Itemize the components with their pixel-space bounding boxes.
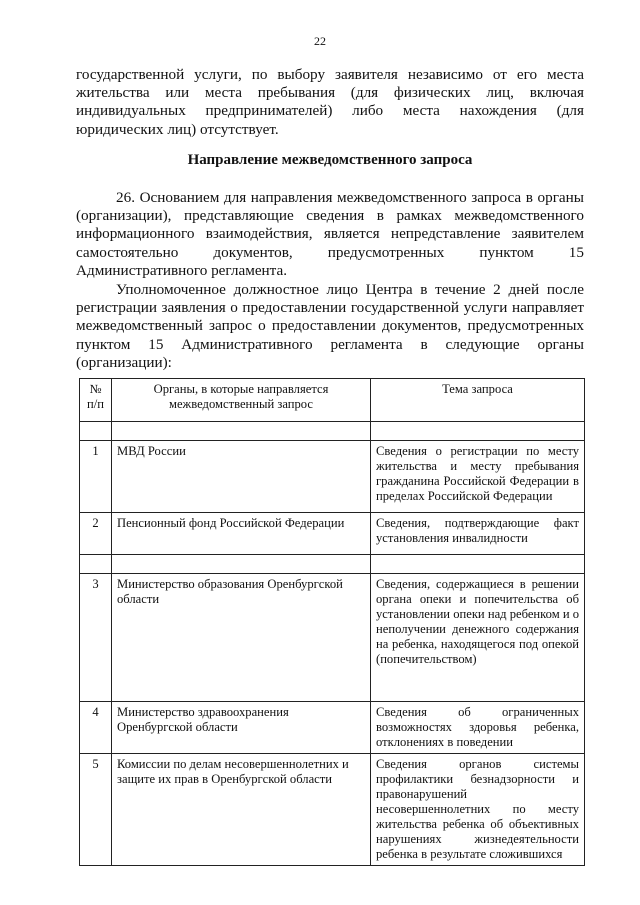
row-topic: Сведения о регистрации по месту жительства и месту пребывания гражданина Российской Федерации в пределах Российской Федерации [371, 441, 585, 513]
table-spacer [80, 555, 585, 574]
row-organ: Комиссии по делам несовершеннолетних и защите их прав в Оренбургской области [112, 754, 371, 866]
table-spacer [80, 422, 585, 441]
intro-paragraph: государственной услуги, по выбору заявителя независимо от его места жительства или места пребывания (для физических лиц, включая индивидуальных предпринимателей) либо места нахождения (для юридических лиц) отсутствует. [76, 66, 584, 138]
table-header-row [80, 379, 585, 422]
header-number: № п/п [80, 379, 112, 422]
table-row [80, 513, 585, 555]
header-organ: Органы, в которые направляется межведомственный запрос [112, 379, 371, 422]
row-organ: Министерство здравоохранения Оренбургской области [112, 702, 371, 754]
paragraph-26: 26. Основанием для направления межведомственного запроса в органы (организации), представляющие сведения в рамках межведомственного информационного взаимодействия, является непредставление заявителем самостоятельно документов, предусмотренных пунктом 15 Административного регламента. [76, 189, 584, 279]
row-topic: Сведения, подтверждающие факт установления инвалидности [371, 513, 585, 555]
table-row [80, 574, 585, 702]
row-topic: Сведения органов системы профилактики безнадзорности и правонарушений несовершеннолетних по месту жительства ребенка об объективных нарушениях жизнедеятельности ребенка в результате сложившихся [371, 754, 585, 866]
table-row [80, 702, 585, 754]
row-organ: Министерство образования Оренбургской области [112, 574, 371, 702]
row-number: 1 [80, 441, 112, 513]
header-topic: Тема запроса [371, 379, 585, 422]
row-number: 5 [80, 754, 112, 866]
page-number: 22 [314, 34, 326, 48]
row-topic: Сведения об ограниченных возможностях здоровья ребенка, отклонениях в поведении [371, 702, 585, 754]
row-topic: Сведения, содержащиеся в решении органа опеки и попечительства об установлении опеки над ребенком и о неполучении денежного содержания на ребенка, находящегося под опекой (попечительством) [371, 574, 585, 702]
paragraph-official: Уполномоченное должностное лицо Центра в течение 2 дней после регистрации заявления о предоставлении государственной услуги направляет межведомственный запрос о предоставлении документов, предусмотренных пунктом 15 Административного регламента в следующие органы (организации): [76, 281, 584, 371]
section-heading: Направление межведомственного запроса [187, 152, 473, 168]
row-number: 2 [80, 513, 112, 555]
table-row [80, 754, 585, 866]
row-number: 4 [80, 702, 112, 754]
row-organ: Пенсионный фонд Российской Федерации [112, 513, 371, 555]
row-organ: МВД России [112, 441, 371, 513]
row-number: 3 [80, 574, 112, 702]
request-table [79, 378, 585, 866]
table-row [80, 441, 585, 513]
